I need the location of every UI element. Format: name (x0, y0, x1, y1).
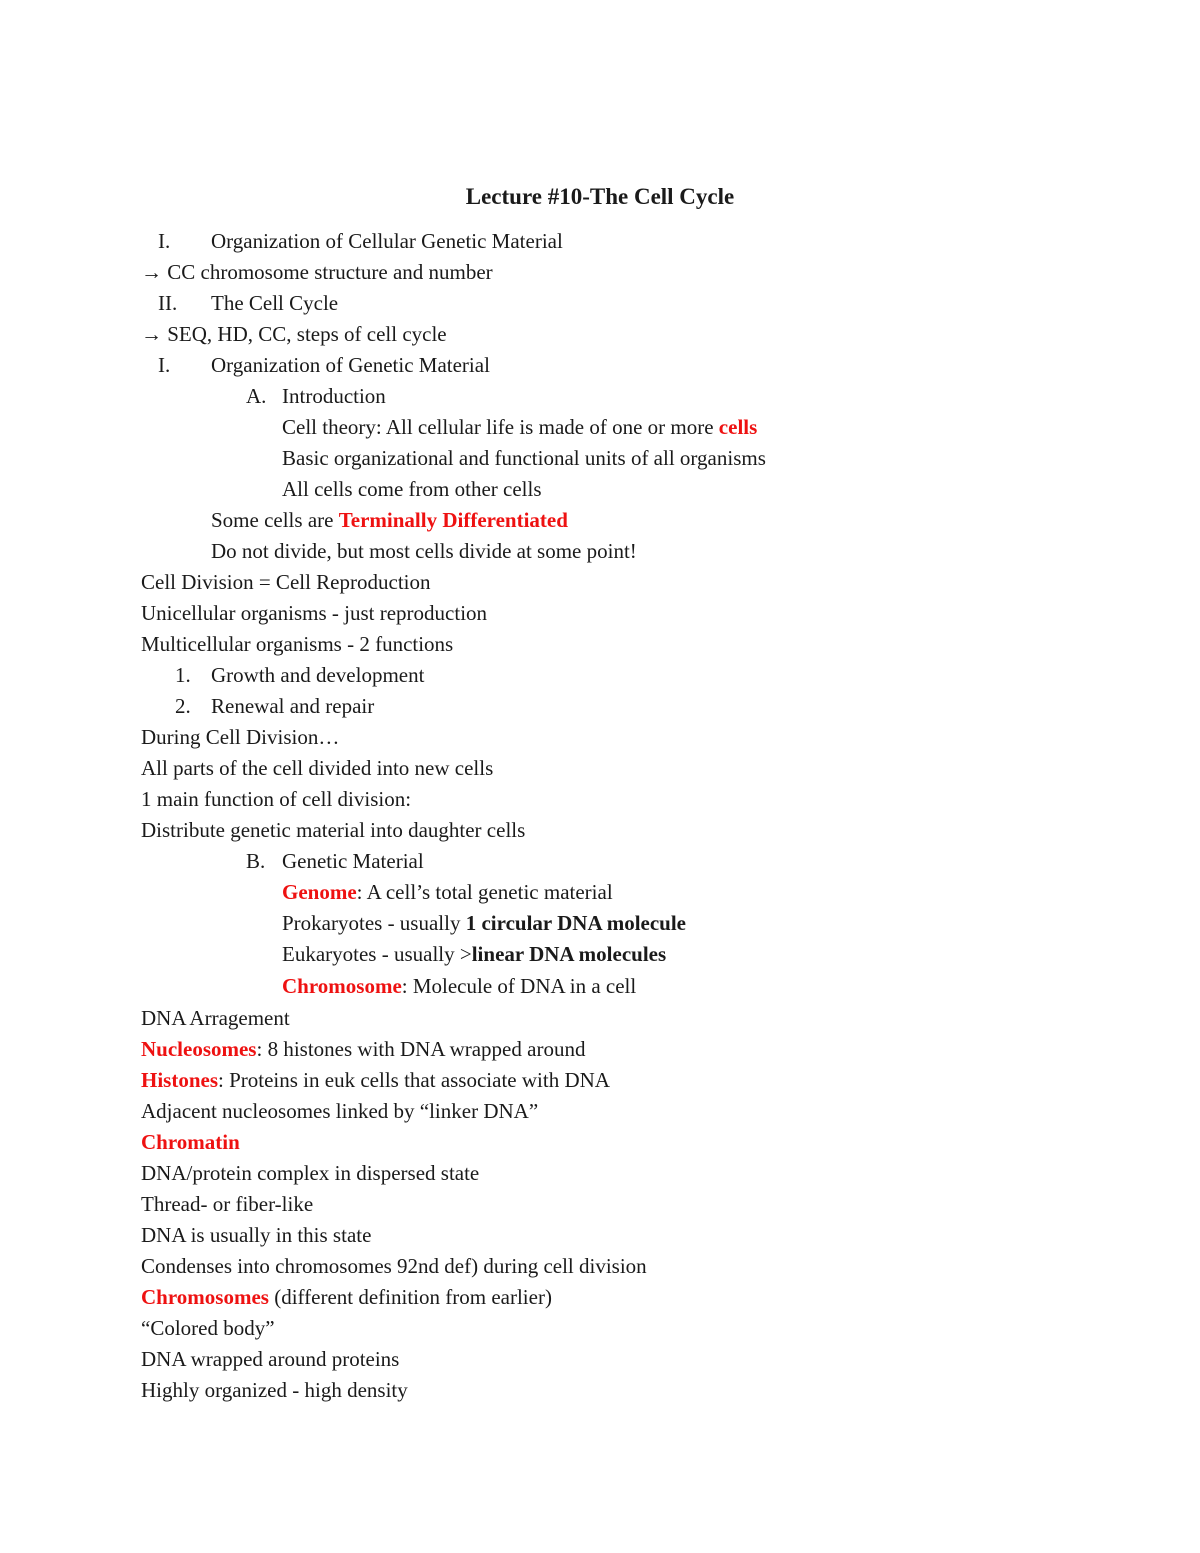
letter-marker: B. (246, 849, 266, 873)
during-division-line: During Cell Division… (141, 725, 340, 749)
number-marker: 1. (175, 663, 191, 687)
wrapped-line: DNA wrapped around proteins (141, 1347, 400, 1371)
chromatin-line-4: Condenses into chromosomes 92nd def) during cell division (141, 1254, 647, 1278)
cell-theory-line (282, 412, 757, 443)
dna-arragement-line: DNA Arragement (141, 1006, 290, 1030)
histones-line (141, 1065, 610, 1096)
term-cells: cells (718, 415, 758, 439)
prokaryotes-text: Prokaryotes - usually (282, 911, 466, 935)
chromosome-definition: : Molecule of DNA in a cell (401, 974, 637, 998)
basic-units-line: Basic organizational and functional units of all organisms (282, 446, 766, 470)
outline-text: Organization of Cellular Genetic Material (211, 229, 563, 253)
numbered-item-text: Growth and development (211, 663, 425, 687)
term-nucleosomes: Nucleosomes (141, 1037, 257, 1061)
chromosome-line (282, 971, 636, 1002)
all-cells-line: All cells come from other cells (282, 477, 542, 501)
chromatin-line-1: DNA/protein complex in dispersed state (141, 1161, 480, 1185)
chromatin-line-2: Thread- or fiber-like (141, 1192, 314, 1216)
chromosomes-line (141, 1282, 552, 1313)
colored-body-line: “Colored body” (141, 1316, 275, 1340)
number-marker: 2. (175, 694, 191, 718)
organized-line: Highly organized - high density (141, 1378, 408, 1402)
subsection-text: Introduction (282, 384, 386, 408)
term-histones: Histones (141, 1068, 219, 1092)
cell-theory-text: Cell theory: All cellular life is made of one or more (282, 415, 719, 439)
section-heading-text: Organization of Genetic Material (211, 353, 490, 377)
outline-text: SEQ, HD, CC, steps of cell cycle (167, 322, 447, 346)
arrow-icon: → (141, 322, 162, 346)
chromatin-line-3: DNA is usually in this state (141, 1223, 372, 1247)
genome-definition: : A cell’s total genetic material (356, 880, 613, 904)
cell-division-line: Cell Division = Cell Reproduction (141, 570, 431, 594)
multicellular-line: Multicellular organisms - 2 functions (141, 632, 454, 656)
arrow-icon: → (141, 260, 162, 284)
term-chromosome: Chromosome (282, 974, 402, 998)
letter-marker: A. (246, 384, 267, 408)
eukaryotes-text: Eukaryotes - usually > (282, 942, 472, 966)
terminally-line (211, 505, 568, 536)
subsection-text: Genetic Material (282, 849, 424, 873)
prokaryotes-line (282, 908, 686, 939)
term-chromatin: Chromatin (141, 1130, 240, 1154)
outline-arrow-line-2 (141, 319, 447, 350)
nucleosomes-line (141, 1034, 585, 1065)
eukaryotes-line (282, 939, 666, 970)
outline-text: CC chromosome structure and number (167, 260, 493, 284)
do-not-divide-line: Do not divide, but most cells divide at some point! (211, 539, 637, 563)
term-chromosomes: Chromosomes (141, 1285, 269, 1309)
unicellular-line: Unicellular organisms - just reproduction (141, 601, 488, 625)
roman-marker: I. (158, 229, 171, 253)
term-terminally-differentiated: Terminally Differentiated (338, 508, 568, 532)
chromosomes-note: (different definition from earlier) (268, 1285, 552, 1309)
roman-marker: II. (158, 291, 178, 315)
main-function-line: 1 main function of cell division: (141, 787, 412, 811)
lecture-title: Lecture #10-The Cell Cycle (465, 184, 735, 209)
outline-arrow-line-1 (141, 257, 493, 288)
histones-definition: : Proteins in euk cells that associate with DNA (218, 1068, 610, 1092)
distribute-line: Distribute genetic material into daughter cells (141, 818, 526, 842)
nucleosomes-definition: : 8 histones with DNA wrapped around (256, 1037, 586, 1061)
adjacent-line: Adjacent nucleosomes linked by “linker DNA” (141, 1099, 539, 1123)
all-parts-line: All parts of the cell divided into new cells (141, 756, 494, 780)
roman-marker: I. (158, 353, 171, 377)
numbered-item-text: Renewal and repair (211, 694, 375, 718)
prokaryotes-emphasis: 1 circular DNA molecule (465, 911, 686, 935)
some-cells-text: Some cells are (211, 508, 339, 532)
outline-text: The Cell Cycle (211, 291, 339, 315)
genome-line (282, 877, 613, 908)
term-genome: Genome (282, 880, 357, 904)
eukaryotes-emphasis: linear DNA molecules (471, 942, 667, 966)
